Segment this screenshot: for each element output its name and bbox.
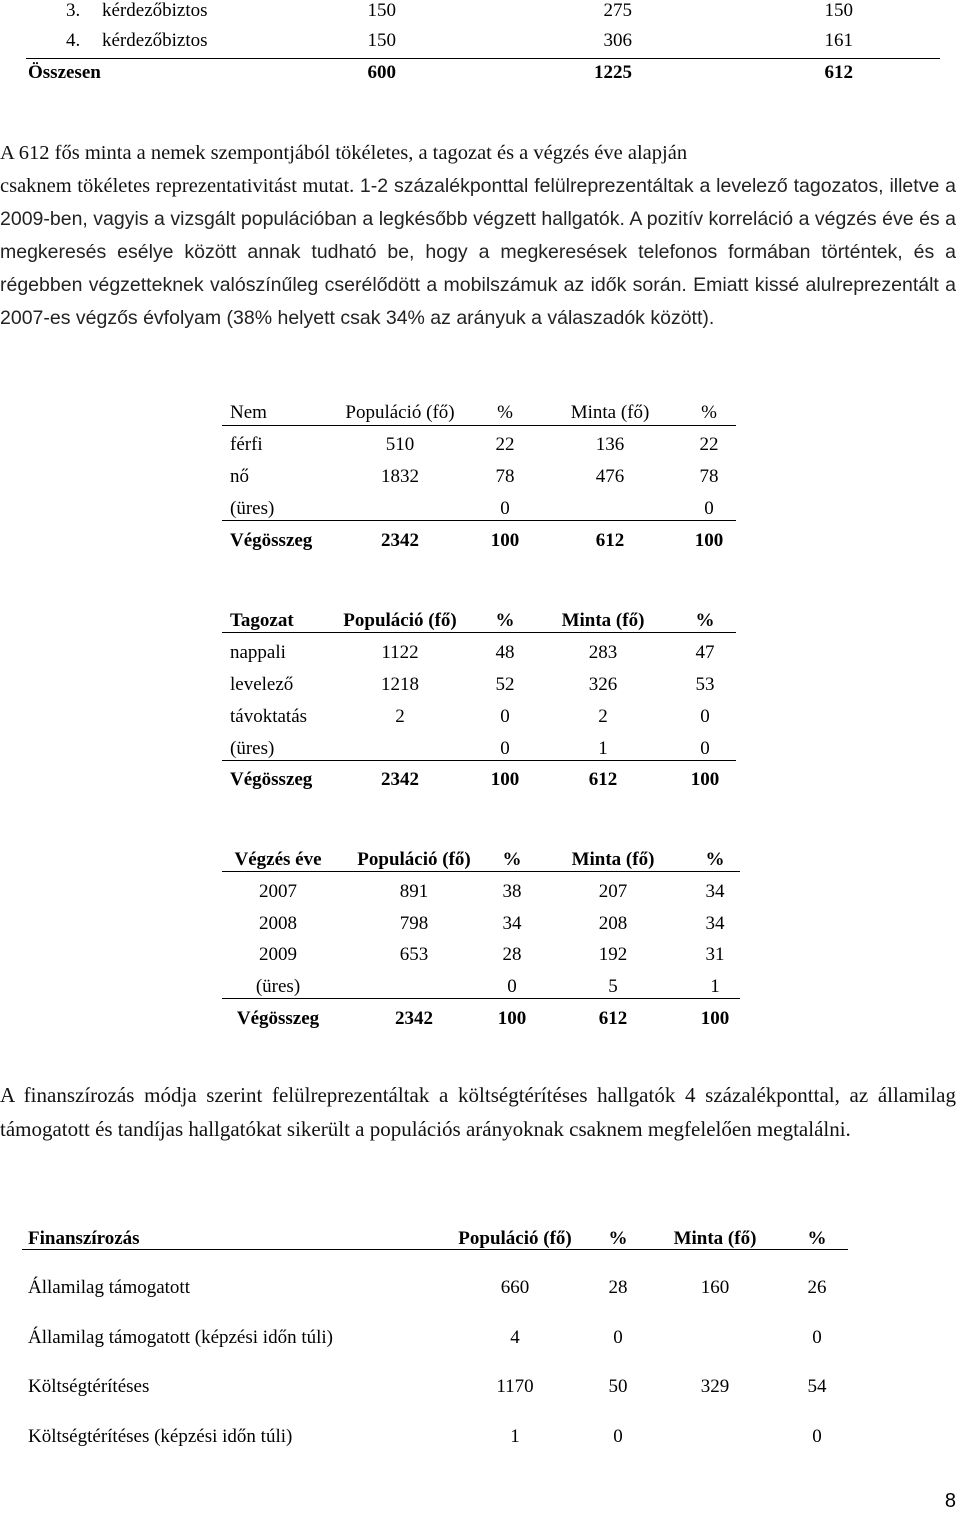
fin-row-2-pct: 50 xyxy=(608,1376,628,1397)
vegzes-row-3-sample: 5 xyxy=(608,976,618,997)
vegzes-header-rule xyxy=(222,871,740,872)
tagozat-header-3: Minta (fő) xyxy=(561,610,645,631)
vegzes-header-3: Minta (fő) xyxy=(571,849,655,870)
vegzes-row-3-pct: 0 xyxy=(507,976,517,997)
tagozat-row-2-pct: 0 xyxy=(500,706,510,727)
top-row-3-num: 3. xyxy=(66,0,81,21)
top-row-3-v1: 150 xyxy=(367,0,396,21)
nem-total-rule xyxy=(222,520,736,521)
tagozat-row-0-pct: 48 xyxy=(495,642,515,663)
nem-row-0-spct: 22 xyxy=(699,434,719,455)
tagozat-row-2-spct: 0 xyxy=(700,706,710,727)
tagozat-total-rule xyxy=(222,760,736,761)
fin-header-4: % xyxy=(807,1228,827,1249)
fin-row-1-spct: 0 xyxy=(812,1327,822,1348)
nem-header-rule xyxy=(222,425,736,426)
fin-row-0-label: Államilag támogatott xyxy=(28,1277,190,1298)
vegzes-total-spct: 100 xyxy=(700,1008,730,1029)
paragraph-1-serif-part: csaknem tökéletes reprezentativitást mutat. xyxy=(0,175,355,197)
top-row-4-v1: 150 xyxy=(367,30,396,51)
nem-total-label: Végösszeg xyxy=(230,530,313,551)
vegzes-row-1-label: 2008 xyxy=(259,913,297,934)
tagozat-row-2-label: távoktatás xyxy=(230,706,308,727)
nem-header-2: % xyxy=(497,402,513,423)
nem-row-0-pop: 510 xyxy=(385,434,415,455)
vegzes-row-2-label: 2009 xyxy=(259,944,297,965)
fin-row-3-pct: 0 xyxy=(613,1426,623,1447)
top-total-v1: 600 xyxy=(367,62,396,83)
fin-row-3-spct: 0 xyxy=(812,1426,822,1447)
nem-header-3: Minta (fő) xyxy=(570,402,650,423)
vegzes-row-3-spct: 1 xyxy=(710,976,720,997)
fin-row-0-pct: 28 xyxy=(608,1277,628,1298)
vegzes-row-0-pct: 38 xyxy=(502,881,522,902)
fin-row-1-pop: 4 xyxy=(510,1327,520,1348)
top-row-4-num: 4. xyxy=(66,30,81,51)
nem-row-0-pct: 22 xyxy=(495,434,515,455)
vegzes-header-2: % xyxy=(502,849,522,870)
tagozat-header-rule xyxy=(222,632,736,633)
fin-header-0: Finanszírozás xyxy=(28,1228,140,1249)
tagozat-row-2-pop: 2 xyxy=(395,706,405,727)
nem-header-4: % xyxy=(701,402,717,423)
paragraph-1-sans-part: 1-2 százalékponttal felülreprezentáltak a levelező tagozatos, illetve a 2009-ben, vagyis a vizsgált populációban a legkésőbb végzett hallgatók. A pozitív korreláció a végzés éve és a megkeresés esélye között annak tudható be, hogy a megkeresések telefonos formában történtek, és a régebben végzetteknek valószínűleg cserélődött a mobilszámuk az idők során. Emiatt kissé alulreprezentált a 2007-es végzős évfolyam (38% helyett csak 34% az arányuk a válaszadók között). xyxy=(0,175,957,329)
vegzes-row-2-pct: 28 xyxy=(502,944,522,965)
nem-row-1-pct: 78 xyxy=(495,466,515,487)
top-row-3-v3: 150 xyxy=(824,0,853,21)
fin-header-1: Populáció (fő) xyxy=(458,1228,572,1249)
vegzes-total-rule xyxy=(222,998,740,999)
fin-row-0-pop: 660 xyxy=(500,1277,530,1298)
tagozat-row-0-pop: 1122 xyxy=(381,642,419,663)
fin-header-3: Minta (fő) xyxy=(673,1228,757,1249)
fin-header-rule xyxy=(22,1249,848,1250)
vegzes-header-0: Végzés éve xyxy=(234,849,322,870)
fin-row-2-spct: 54 xyxy=(807,1376,827,1397)
tagozat-row-1-sample: 326 xyxy=(588,674,618,695)
vegzes-row-2-sample: 192 xyxy=(598,944,628,965)
tagozat-header-4: % xyxy=(695,610,715,631)
vegzes-row-3-label: (üres) xyxy=(255,976,301,997)
nem-total-sample: 612 xyxy=(595,530,625,551)
nem-header-0: Nem xyxy=(230,402,267,423)
vegzes-row-1-pct: 34 xyxy=(502,913,522,934)
top-row-4-v3: 161 xyxy=(824,30,853,51)
vegzes-row-1-spct: 34 xyxy=(705,913,725,934)
top-row-4-v2: 306 xyxy=(603,30,632,51)
fin-row-1-pct: 0 xyxy=(613,1327,623,1348)
vegzes-total-pct: 100 xyxy=(497,1008,527,1029)
top-total-label: Összesen xyxy=(28,62,101,83)
vegzes-total-label: Végösszeg xyxy=(236,1008,320,1029)
vegzes-total-sample: 612 xyxy=(598,1008,628,1029)
paragraph-1-line-1: A 612 fős minta a nemek szempontjából tökéletes, a tagozat és a végzés éve alapján xyxy=(0,142,688,164)
tagozat-row-1-pop: 1218 xyxy=(381,674,419,695)
nem-total-pct: 100 xyxy=(490,530,520,551)
tagozat-row-1-spct: 53 xyxy=(695,674,715,695)
nem-row-1-sample: 476 xyxy=(595,466,625,487)
nem-row-1-spct: 78 xyxy=(699,466,719,487)
tagozat-row-3-sample: 1 xyxy=(598,738,608,759)
tagozat-row-2-sample: 2 xyxy=(598,706,608,727)
vegzes-row-0-label: 2007 xyxy=(259,881,297,902)
fin-row-1-label: Államilag támogatott (képzési időn túli) xyxy=(28,1327,333,1348)
vegzes-row-0-pop: 891 xyxy=(399,881,429,902)
vegzes-row-1-pop: 798 xyxy=(399,913,429,934)
vegzes-header-1: Populáció (fő) xyxy=(357,849,471,870)
fin-row-0-spct: 26 xyxy=(807,1277,827,1298)
nem-row-1-label: nő xyxy=(230,466,249,487)
top-row-3-v2: 275 xyxy=(603,0,632,21)
nem-row-2-label: (üres) xyxy=(230,498,275,519)
vegzes-row-2-spct: 31 xyxy=(705,944,725,965)
top-total-v3: 612 xyxy=(824,62,853,83)
page-number: 8 xyxy=(944,1490,956,1512)
tagozat-row-3-pct: 0 xyxy=(500,738,510,759)
fin-row-2-pop: 1170 xyxy=(496,1376,534,1397)
nem-row-2-spct: 0 xyxy=(704,498,714,519)
tagozat-row-0-label: nappali xyxy=(230,642,286,663)
fin-row-2-label: Költségtérítéses xyxy=(28,1376,150,1397)
tagozat-row-3-spct: 0 xyxy=(700,738,710,759)
top-table-rule xyxy=(26,58,940,59)
tagozat-total-pct: 100 xyxy=(490,769,520,790)
tagozat-row-0-sample: 283 xyxy=(588,642,618,663)
vegzes-row-2-pop: 653 xyxy=(399,944,429,965)
nem-row-0-sample: 136 xyxy=(595,434,625,455)
top-row-4-label: kérdezőbiztos xyxy=(102,30,208,51)
nem-header-1: Populáció (fő) xyxy=(345,402,455,423)
top-row-3-label: kérdezőbiztos xyxy=(102,0,208,21)
fin-header-2: % xyxy=(608,1228,628,1249)
tagozat-header-1: Populáció (fő) xyxy=(343,610,457,631)
tagozat-row-1-pct: 52 xyxy=(495,674,515,695)
vegzes-header-4: % xyxy=(705,849,725,870)
vegzes-total-pop: 2342 xyxy=(395,1008,433,1029)
top-total-v2: 1225 xyxy=(594,62,632,83)
tagozat-header-0: Tagozat xyxy=(230,610,294,631)
vegzes-row-1-sample: 208 xyxy=(598,913,628,934)
paragraph-1 xyxy=(0,137,956,335)
tagozat-row-3-label: (üres) xyxy=(230,738,275,759)
vegzes-row-0-spct: 34 xyxy=(705,881,725,902)
nem-row-1-pop: 1832 xyxy=(381,466,419,487)
tagozat-row-1-label: levelező xyxy=(230,674,294,695)
tagozat-total-label: Végösszeg xyxy=(230,769,313,790)
tagozat-total-pop: 2342 xyxy=(381,769,419,790)
tagozat-row-0-spct: 47 xyxy=(695,642,715,663)
nem-row-0-label: férfi xyxy=(230,434,263,455)
nem-row-2-pct: 0 xyxy=(500,498,510,519)
paragraph-2: A finanszírozás módja szerint felülreprezentáltak a költségtérítéses hallgatók 4 százalékponttal, az államilag támogatott és tandíjas hallgatókat sikerült a populációs arányoknak csaknem megfelelően megtalálni. xyxy=(0,1083,956,1141)
tagozat-total-sample: 612 xyxy=(588,769,618,790)
fin-row-3-label: Költségtérítéses (képzési időn túli) xyxy=(28,1426,293,1447)
fin-row-3-pop: 1 xyxy=(510,1426,520,1447)
vegzes-row-0-sample: 207 xyxy=(598,881,628,902)
fin-row-0-sample: 160 xyxy=(700,1277,730,1298)
fin-row-2-sample: 329 xyxy=(700,1376,730,1397)
nem-total-pop: 2342 xyxy=(381,530,419,551)
tagozat-header-2: % xyxy=(495,610,515,631)
nem-total-spct: 100 xyxy=(694,530,724,551)
tagozat-total-spct: 100 xyxy=(690,769,720,790)
